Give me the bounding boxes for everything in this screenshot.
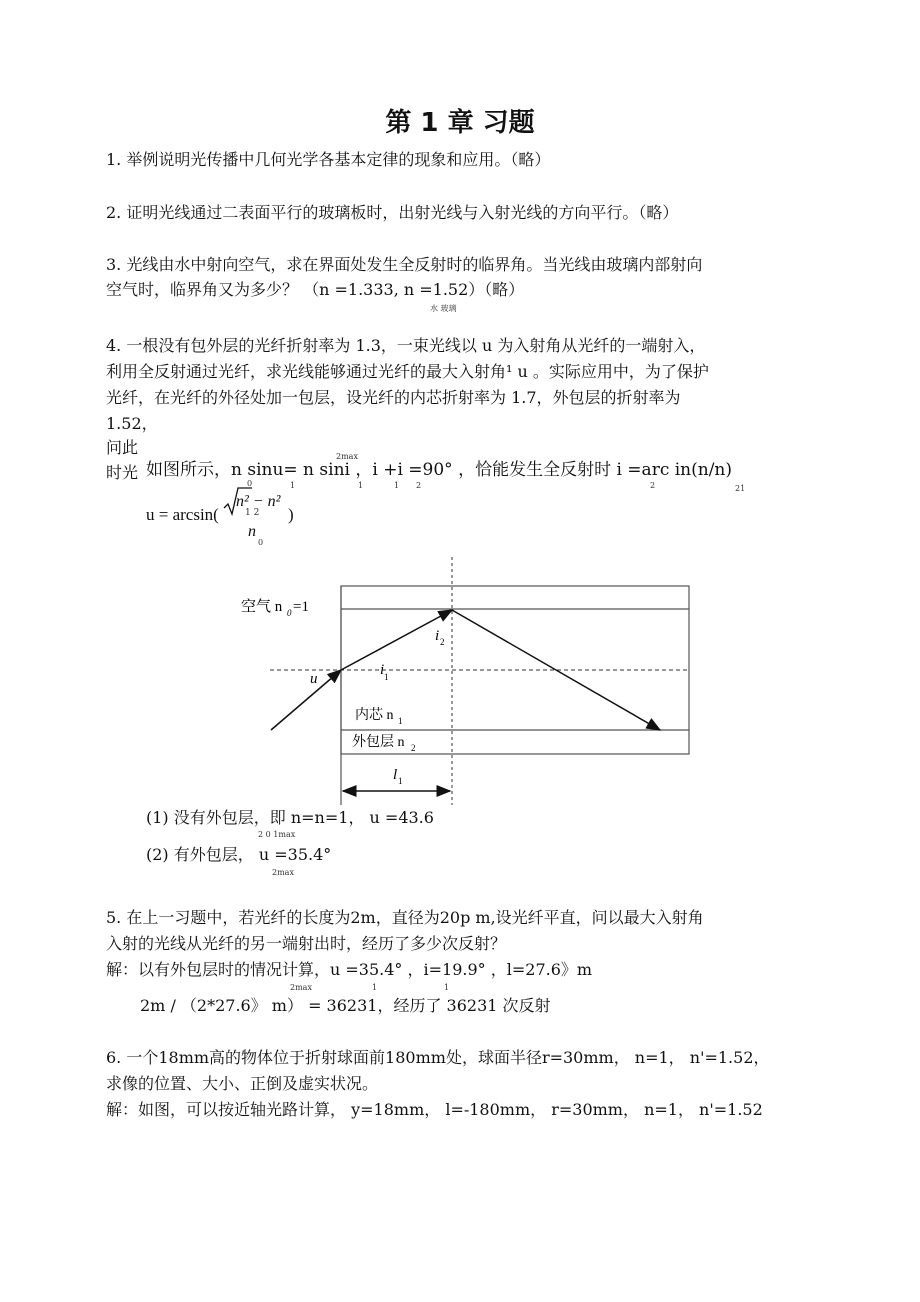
cladding-label: 外包层 n [352,735,405,750]
subscript: 2 [416,481,422,490]
angle-u-label: u [310,671,318,687]
subscript: 1 [444,983,450,992]
answer-4-part-1-subscripts: 2 0 1max [258,830,296,839]
angle-i1-label: i [380,662,385,678]
formula-denominator-subscript: 0 [258,538,264,547]
answer-4-part-1: (1) 没有外包层，即 n=n=1， u =43.6 [146,808,434,827]
question-4-line-5: 问此 [106,438,139,457]
question-5-line-1: 5. 在上一习题中，若光纤的长度为2m，直径为20p m,设光纤平直，问以最大入射角 [106,908,704,927]
formula-close: ) [288,505,294,524]
question-1: 1. 举例说明光传播中几何光学各基本定律的现象和应用。（略） [106,150,551,169]
question-3-line-2: 空气时，临界角又为多少？ （n =1.333, n =1.52）（略） [106,280,525,299]
angle-i1-subscript: 1 [384,672,389,682]
angle-i2-subscript: 2 [440,637,445,647]
page-title: 第 1 章 习题 [385,108,535,138]
answer-4-part-2-subscript: 2max [272,868,294,877]
air-subscript: 0 [287,608,292,618]
formula-arcsin: u = arcsin( [146,505,219,524]
formula-denominator: n [248,523,256,540]
question-6-line-2: 求像的位置、大小、正倒及虚实状况。 [106,1074,379,1093]
incident-ray [271,670,341,730]
length-l1-subscript: 1 [398,776,403,786]
question-4-line-4: 1.52， [106,414,158,433]
cladding-subscript: 2 [411,743,416,753]
formula-numerator-subscripts: 1 2 [245,508,260,518]
subscript: 2 [650,481,656,490]
subscript: 1 [290,481,296,490]
subscript: 0 [247,479,253,488]
question-4-line-1: 4. 一根没有包外层的光纤折射率为 1.3，一束光线以 u 为入射角从光纤的一端射入， [106,336,706,355]
subscript: 1 [358,481,364,490]
question-5-solution: 2m / （2*27.6》 m） = 36231，经历了 36231 次反射 [140,996,551,1015]
question-6-line-1: 6. 一个18mm高的物体位于折射球面前180mm处，球面半径r=30mm， n=1， n'=1.52， [106,1048,770,1067]
angle-i2-label: i [435,628,440,644]
question-3-subscripts: 水 玻璃 [430,304,457,313]
length-l1-label: l [393,767,398,783]
question-4-line-6a: 时光 [106,463,139,482]
formula-numerator: n² − n² [236,493,281,510]
question-4-line-2: 利用全反射通过光纤，求光线能够通过光纤的最大入射角¹ u 。实际应用中，为了保护 [106,362,709,381]
subscript: 21 [735,484,746,493]
subscript: 2max [290,983,312,992]
core-subscript: 1 [398,716,403,726]
question-4-line-3: 光纤，在光纤的外径处加一包层，设光纤的内芯折射率为 1.7，外包层的折射率为 [106,388,681,407]
question-5-line-2: 入射的光线从光纤的另一端射出时，经历了多少次反射？ [106,934,507,953]
core-label: 内芯 n [355,708,394,723]
answer-4-part-2: (2) 有外包层， u =35.4° [146,845,332,864]
question-6-line-3: 解：如图，可以按近轴光路计算， y=18mm， l=-180mm， r=30mm， n=1， n'=1.52 [106,1100,763,1119]
subscript: 1 [372,983,378,992]
question-4-line-6b: 如图所示，n sinu= n sini ，i +i =90° ，恰能发生全反射时 i =arc in(n/n) [146,460,733,480]
subscript: 1 [394,481,400,490]
superscript-2max: 2max [336,452,358,461]
question-5-line-3: 解：以有外包层时的情况计算，u =35.4° ，i=19.9° ，l=27.6》m [106,960,593,979]
question-3-line-1: 3. 光线由水中射向空气，求在界面处发生全反射时的临界角。当光线由玻璃内部射向 [106,255,703,274]
question-2: 2. 证明光线通过二表面平行的玻璃板时，出射光线与入射光线的方向平行。（略） [106,203,679,222]
air-label: 空气 n [241,599,283,615]
air-equals: =1 [293,599,309,615]
